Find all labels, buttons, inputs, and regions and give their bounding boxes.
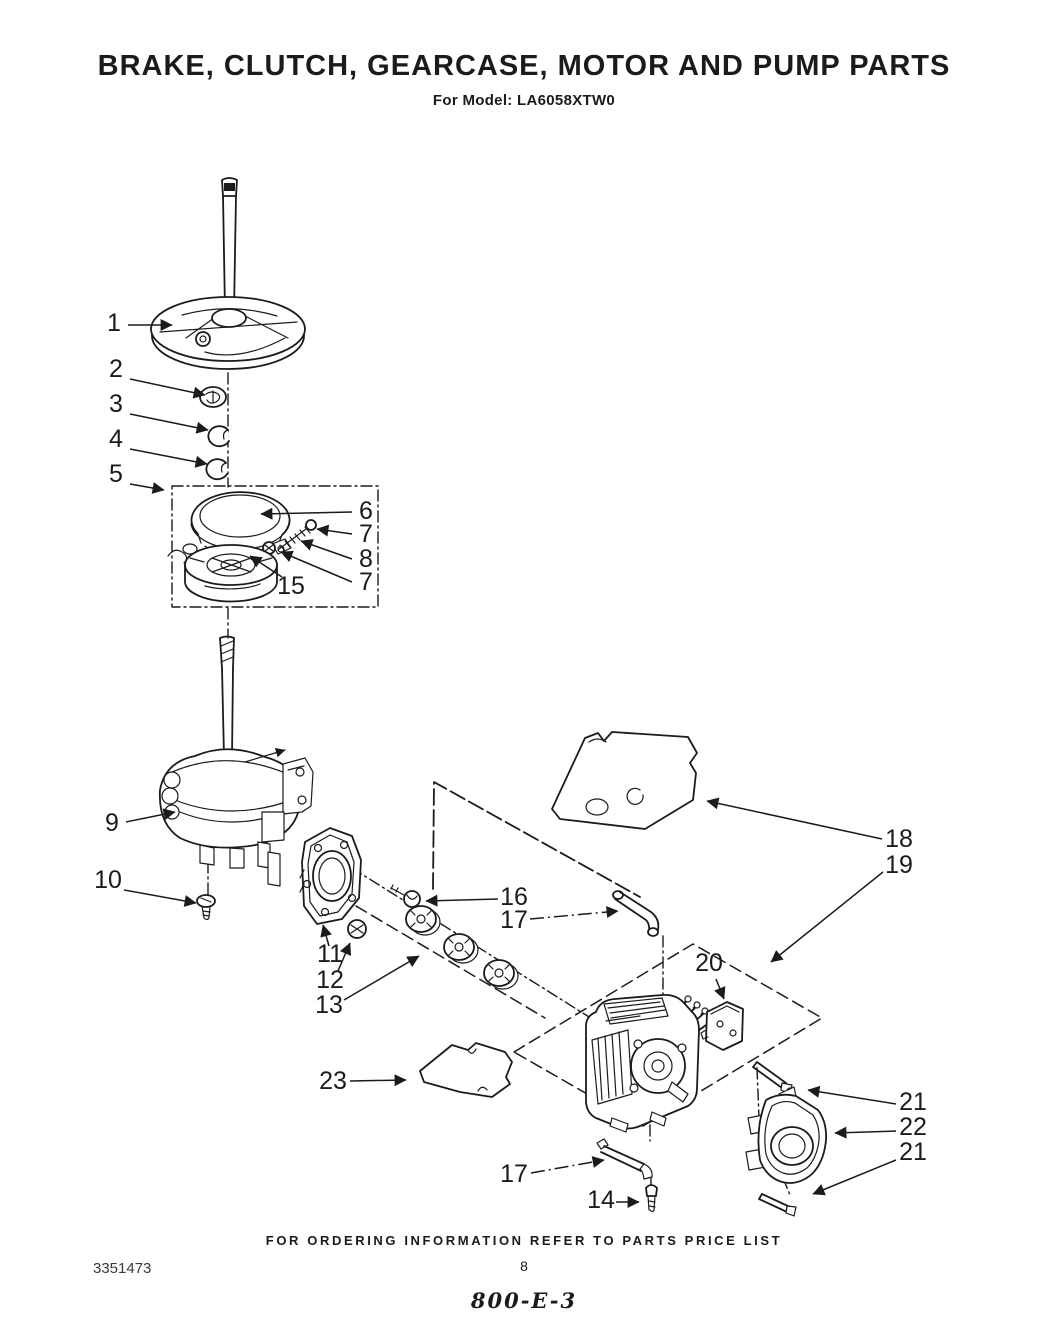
callout-21 (808, 1088, 927, 1116)
svg-text:1: 1 (107, 309, 121, 337)
svg-text:14: 14 (587, 1186, 615, 1214)
part-4-e-ring (206, 459, 227, 479)
svg-text:8: 8 (359, 545, 373, 573)
part-1-agitator-shaft-plate (151, 178, 305, 369)
part-9-gearcase (160, 637, 313, 887)
svg-text:21: 21 (899, 1088, 927, 1116)
callout-22 (835, 1113, 927, 1141)
callout-23 (319, 1067, 406, 1095)
callout-17 (500, 906, 618, 934)
part-3-e-ring (208, 426, 229, 446)
callout-18 (707, 801, 913, 853)
part-23-pad (420, 1043, 512, 1097)
svg-text:17: 17 (500, 906, 528, 934)
part-21-pin-bottom (759, 1194, 796, 1216)
callout-17 (500, 1160, 604, 1188)
svg-text:22: 22 (899, 1113, 927, 1141)
part-11-mounting-plate (300, 828, 361, 924)
callout-5 (109, 460, 164, 490)
svg-text:17: 17 (500, 1160, 528, 1188)
svg-text:7: 7 (359, 568, 373, 596)
model-subtitle: For Model: LA6058XTW0 (432, 92, 616, 109)
svg-text:21: 21 (899, 1138, 927, 1166)
svg-text:16: 16 (500, 883, 528, 911)
page-title: BRAKE, CLUTCH, GEARCASE, MOTOR AND PUMP PARTS (97, 50, 951, 82)
callout-21 (813, 1138, 927, 1194)
svg-text:19: 19 (885, 851, 913, 879)
callout-11 (317, 925, 343, 968)
callout-7 (317, 520, 373, 548)
svg-text:20: 20 (695, 949, 723, 977)
part-18-gasket (552, 732, 697, 829)
callout-20 (695, 949, 724, 999)
svg-text:7: 7 (359, 520, 373, 548)
part-motor (586, 995, 715, 1132)
part-15-clutch-assembly (168, 544, 277, 601)
part-2-stop-nut (200, 387, 226, 407)
svg-text:15: 15 (277, 572, 305, 600)
svg-text:2: 2 (109, 355, 123, 383)
part-17-hose-bottom (597, 1139, 652, 1179)
callout-14 (587, 1186, 639, 1214)
page-number: 8 (520, 1258, 528, 1274)
ordering-note: FOR ORDERING INFORMATION REFER TO PARTS PRICE LIST (265, 1233, 783, 1248)
svg-text:12: 12 (316, 966, 344, 994)
callout-3 (109, 390, 208, 430)
part-14-screw (646, 1185, 657, 1212)
svg-text:11: 11 (317, 940, 343, 968)
svg-text:6: 6 (359, 497, 373, 525)
part-12-bolt (348, 920, 366, 938)
part-17-hose-top (613, 891, 658, 936)
svg-text:10: 10 (94, 866, 122, 894)
part-10-screw (197, 895, 215, 920)
document-number: 3351473 (93, 1260, 152, 1277)
svg-text:3: 3 (109, 390, 123, 418)
svg-text:18: 18 (885, 825, 913, 853)
callout-19 (771, 851, 913, 962)
part-21-pin-top (753, 1062, 793, 1094)
svg-text:23: 23 (319, 1067, 347, 1095)
callout-4 (109, 425, 207, 464)
svg-text:4: 4 (109, 425, 123, 453)
svg-text:13: 13 (315, 991, 343, 1019)
part-22-pump (746, 1087, 826, 1183)
callout-10 (94, 866, 196, 903)
svg-text:5: 5 (109, 460, 123, 488)
svg-text:9: 9 (105, 809, 119, 837)
plate-code: 800-E-3 (470, 1288, 578, 1313)
